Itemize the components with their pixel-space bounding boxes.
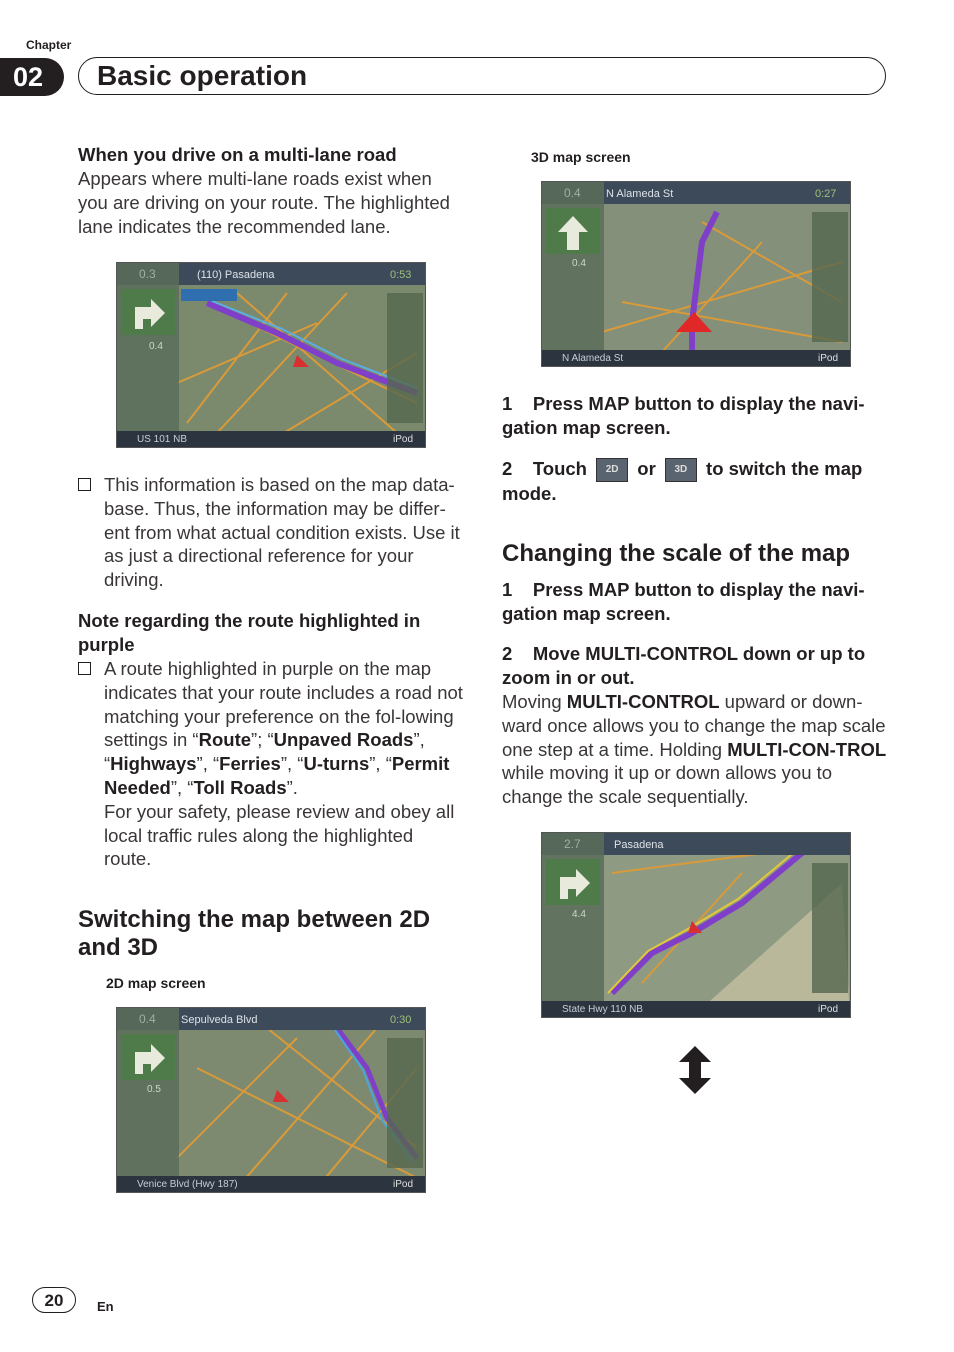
switch-step-2: 2 Touch 2D or 3D to switch the map mode. bbox=[502, 458, 863, 505]
map-scale-screenshot bbox=[541, 832, 851, 1018]
chapter-label: Chapter bbox=[26, 38, 72, 52]
mapscale-ipod: iPod bbox=[818, 1004, 839, 1015]
purple-note-text: A route highlighted in purple on the map indicates that your route includes a road not matching your preference on the fol-lowing settings in “Route”; “Unpaved Roads”, “Highways”, “Ferries”, “U-turns”, “Permit Needed”, “Toll Roads”. For your safety, please review and obey all local traffic rules along the highlighted route. bbox=[78, 657, 463, 871]
purple-note-section bbox=[78, 609, 463, 871]
scale-step-1: 1 Press MAP button to display the navi-gation map screen. bbox=[502, 579, 865, 624]
page-language: En bbox=[97, 1299, 114, 1314]
map1-ipod: iPod bbox=[393, 434, 414, 445]
map3d-time: 0:27 bbox=[815, 188, 837, 200]
map2d-ipod: iPod bbox=[393, 1179, 414, 1190]
map3d-distance-top: 0.4 bbox=[564, 186, 581, 200]
map2d-time: 0:30 bbox=[390, 1014, 412, 1026]
mapscale-footer: State Hwy 110 NB bbox=[562, 1004, 643, 1015]
purple-note-heading: Note regarding the route highlighted in purple bbox=[78, 610, 421, 655]
scale-section-title: Changing the scale of the map bbox=[502, 540, 851, 567]
page-number: 20 bbox=[32, 1287, 76, 1313]
note-database-text: This information is based on the map data-base. Thus, the information may be differ-ent from what actual condition exists. Use it as just a directional reference for your driving. bbox=[104, 474, 460, 591]
map2d-distance-mid: 0.5 bbox=[147, 1084, 161, 1095]
caption-3d: 3D map screen bbox=[531, 149, 631, 165]
scale-description: Moving MULTI-CONTROL upward or down-ward once allows you to change the map scale one step at a time. Holding MULTI-CON-TROL while moving it up or down allows you to change the scale sequentially. bbox=[502, 691, 887, 808]
mapscale-distance-top: 2.7 bbox=[564, 837, 581, 851]
caption-2d: 2D map screen bbox=[106, 975, 206, 991]
scale-step-2: 2 Move MULTI-CONTROL down or up to zoom in or out. Moving MULTI-CONTROL upward or down-ward once allows you to change the map scale one step at a time. Holding MULTI-CON-TROL while moving it up or down allows you to change the scale sequentially. bbox=[502, 642, 892, 809]
map1-distance-mid: 0.4 bbox=[149, 341, 163, 352]
map3d-street-top: N Alameda St bbox=[606, 188, 674, 200]
switch-step-1: 1 Press MAP button to display the navi-gation map screen. bbox=[502, 393, 865, 438]
multilane-section bbox=[78, 143, 463, 238]
note-checkbox-icon bbox=[78, 478, 91, 491]
2d-mode-icon[interactable]: 2D bbox=[596, 458, 628, 482]
map2d-street-top: Sepulveda Blvd bbox=[181, 1014, 258, 1026]
up-down-arrow-icon bbox=[678, 1046, 712, 1094]
mapscale-distance-mid: 4.4 bbox=[572, 909, 586, 920]
switch-section-title: Switching the map between 2D and 3D bbox=[78, 906, 431, 961]
map1-footer: US 101 NB bbox=[137, 434, 188, 445]
map1-time: 0:53 bbox=[390, 269, 412, 281]
note-database bbox=[78, 473, 463, 592]
map2d-footer: Venice Blvd (Hwy 187) bbox=[137, 1179, 238, 1190]
map3d-distance-mid: 0.4 bbox=[572, 258, 586, 269]
map1-street-top: (110) Pasadena bbox=[197, 269, 275, 281]
note-checkbox-icon bbox=[78, 662, 91, 675]
map1-distance-top: 0.3 bbox=[139, 267, 156, 281]
map3d-footer: N Alameda St bbox=[562, 353, 624, 364]
map-2d-screenshot bbox=[116, 1007, 426, 1193]
safety-text: For your safety, please review and obey all local traffic rules along the highlighted route. bbox=[104, 800, 455, 870]
chapter-number: 02 bbox=[0, 58, 64, 96]
multilane-map-screenshot bbox=[116, 262, 426, 448]
map3d-ipod: iPod bbox=[818, 353, 839, 364]
multilane-text: Appears where multi-lane roads exist when you are driving on your route. The highlighted lane indicates the recommended lane. bbox=[78, 168, 450, 237]
map2d-distance-top: 0.4 bbox=[139, 1012, 156, 1026]
multilane-heading: When you drive on a multi-lane road bbox=[78, 144, 397, 165]
mapscale-street-top: Pasadena bbox=[614, 839, 664, 851]
map-3d-screenshot bbox=[541, 181, 851, 367]
chapter-title: Basic operation bbox=[78, 57, 886, 95]
3d-mode-icon[interactable]: 3D bbox=[665, 458, 697, 482]
